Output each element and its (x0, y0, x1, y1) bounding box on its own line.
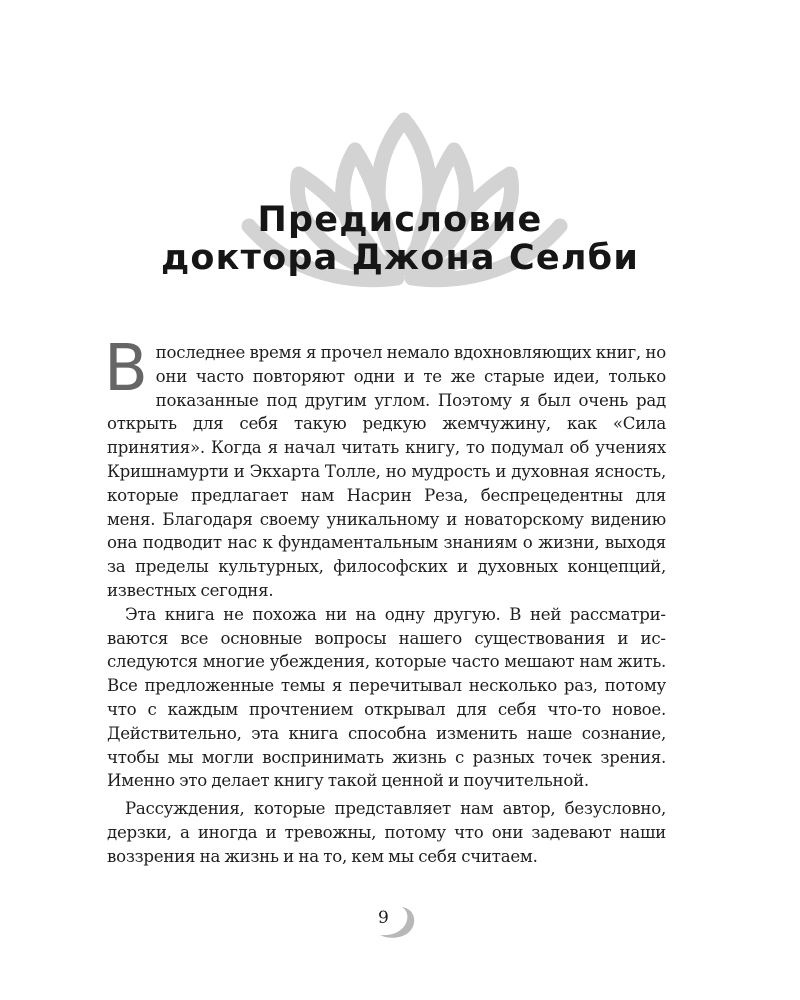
page-title-line-1: Предисловие (257, 200, 543, 240)
page-title-line-2: доктора Джона Селби (160, 238, 640, 278)
page-number-footer (372, 905, 432, 941)
drop-cap: В (104, 332, 148, 406)
paragraph-2: Эта книга не похожа ни на одну другую. В ней рассматриваются все основные вопросы нашего существования и исследуются многие убеждения, которые часто мешают нам жить. Все предложенные темы я перечитывал несколько раз, потому что с каждым прочтением открывал для себя что-то новое. Действительно, эта книга способна изменить наше сознание, чтобы мы могли воспринимать жизнь с разных точек зрения. Именно это делает книгу такой ценной и поучительной. (107, 604, 666, 791)
body-text (104, 332, 666, 869)
paragraph-1-text: последнее время я прочел немало вдохновляющих книг, но они часто повторяют одни и те же старые идеи, только показанные под другим углом. Поэтому я был очень рад открыть для себя такую редкую жемчужину, как «Сила принятия». Когда я начал читать книгу, то подумал об учениях Кришнамурти и Экхарта Толле, но мудрость и духовная ясность, которые предлагает нам Насрин Реза, беспрецедентны для меня. Благодаря своему уникальному и новаторскому видению она подводит нас к фундаментальным знаниям о жизни, выходя за пределы культурных, философских и духовных концепций, известных сегодня. (107, 343, 666, 600)
paragraph-1 (104, 332, 666, 603)
page-number: 9 (378, 908, 389, 928)
paragraph-3: Рассуждения, которые представляет нам автор, безусловно, дерзки, а иногда и тревожны, потому что они задевают наши воззрения на жизнь и на то, кем мы себя считаем. (107, 799, 666, 866)
